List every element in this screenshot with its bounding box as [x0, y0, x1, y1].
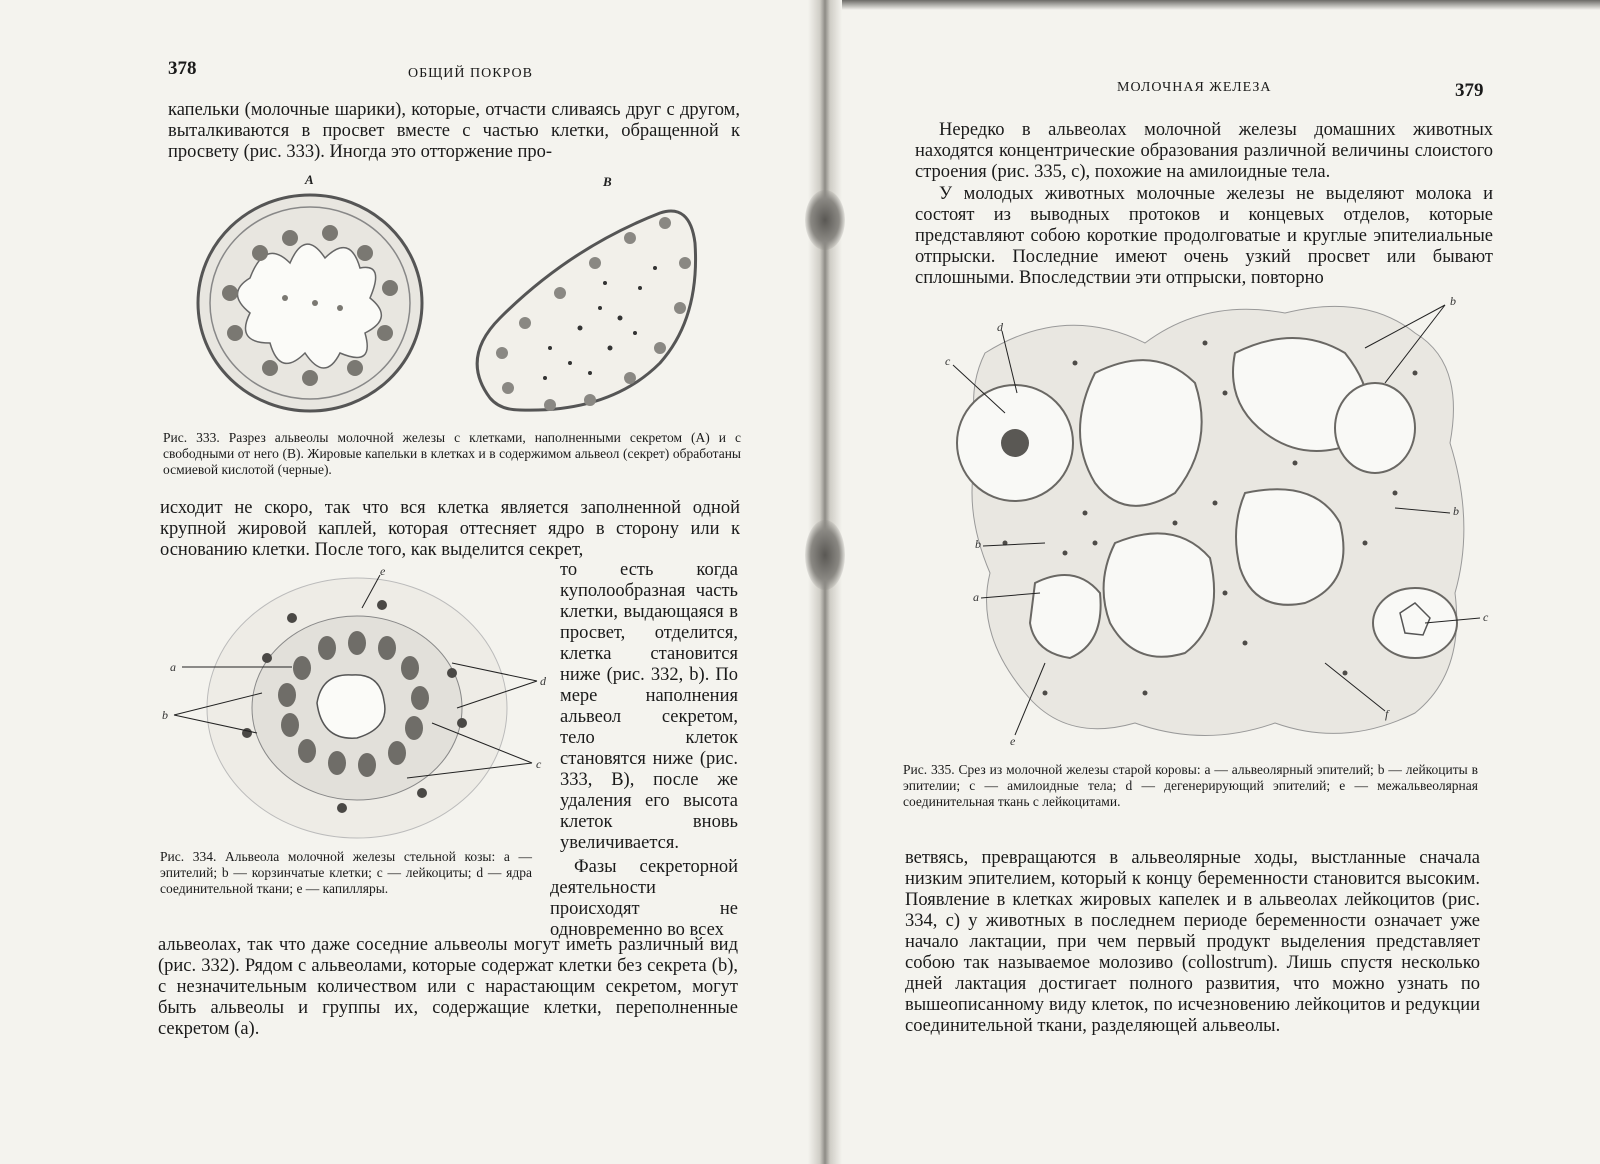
figure-label-a: A — [305, 172, 314, 187]
figure-label-c: c — [945, 354, 951, 368]
paragraph: то есть когда куполообразная часть клетки, выдающаяся в просвет, отделится, клетка становится ниже (рис. 332, b). По мере наполнения альвеол секретом, тело клеток становятся ниже (рис. 333, B), после же удаления его высота клеток вновь увеличивается. — [560, 560, 738, 852]
page-number: 378 — [168, 58, 197, 79]
figure-caption: Рис. 334. Альвеола молочной железы стельной козы: a — эпителий; b — корзинчатые клетки; c — лейкоциты; d — ядра соединительной ткани; e — капилляры. — [160, 849, 532, 896]
figure-label-c: c — [536, 757, 542, 771]
running-head: ОБЩИЙ ПОКРОВ — [408, 66, 533, 81]
figure-label-a: a — [973, 590, 979, 604]
figure-334 — [152, 563, 552, 848]
figure-333 — [190, 168, 750, 423]
figure-label-c: c — [1483, 610, 1489, 624]
figure-label-e: e — [380, 564, 386, 578]
paragraph: капельки (молочные шарики), которые, отчасти сливаясь друг с другом, выталкиваются в просвет вместе с частью клетки, обращенной к просвету (рис. 333). Иногда это отторжение про- — [168, 100, 740, 162]
right-page — [903, 0, 1505, 1164]
figure-label-b: B — [603, 174, 612, 189]
figure-label-a: a — [170, 660, 176, 674]
gutter-stain — [805, 190, 845, 250]
paragraph: Фазы секреторной деятельности происходят не одновременно во всех — [550, 857, 738, 940]
left-page — [150, 0, 750, 1164]
figure-label-b: b — [975, 537, 981, 551]
paragraph: альвеолах, так что даже соседние альвеолы могут иметь различный вид (рис. 332). Рядом с альвеолами, которые содержат клетки без секрета (b), с незначительным количеством или с нарастающим секретом, могут быть альвеолы и группы их, содержащие клетки, переполненные секретом (a). — [158, 935, 738, 1039]
figure-label-b: b — [162, 708, 168, 722]
paragraph: У молодых животных молочные железы не выделяют молока и состоят из выводных протоков и концевых отделов, которые представляют собою короткие продолговатые и круглые эпителиальные отпрыски. Последние имеют очень узкий просвет или бывают сплошными. Впоследствии эти отпрыски, повторно — [915, 184, 1493, 288]
page-number: 379 — [1455, 80, 1484, 101]
figure-label-b: b — [1450, 294, 1456, 308]
figure-caption: Рис. 335. Срез из молочной железы старой коровы: a — альвеолярный эпителий; b — лейкоциты в эпителии; c — амилоидные тела; d — дегенерирующий эпителий; e — межальвеолярная соединительная ткань с лейкоцитами. — [903, 762, 1478, 809]
figure-caption: Рис. 333. Разрез альвеолы молочной железы с клетками, наполненными секретом (A) и с свободными от него (B). Жировые капельки в клетках и в содержимом альвеол (секрет) обработаны осмиевой кислотой (черные). — [163, 430, 741, 477]
alveolus-b-drawing — [477, 211, 695, 411]
paragraph: ветвясь, превращаются в альвеолярные ходы, выстланные сначала низким эпителием, который к концу беременности становится высоким. Появление в клетках жировых капелек и в альвеолах лейкоцитов (рис. 334, c) у животных в последнем периоде беременности означает уже начало лактации, при чем первый продукт выделения представляет собою так называемое молозиво (collostrum). Лишь спустя несколько дней лактация достигает полного развития, что можно узнать по вышеописанному виду клеток, по исчезновению лейкоцитов и редукции соединительной ткани, разделяющей альвеолы. — [905, 848, 1480, 1036]
running-head: МОЛОЧНАЯ ЖЕЛЕЗА — [1117, 80, 1272, 95]
figure-label-f: f — [1385, 707, 1389, 721]
figure-label-b: b — [1453, 504, 1459, 518]
paragraph: Нередко в альвеолах молочной железы домашних животных находятся концентрические образования различной величины слоистого строения (рис. 335, c), похожие на амилоидные тела. — [915, 120, 1493, 182]
figure-335 — [945, 293, 1500, 753]
figure-label-e: e — [1010, 734, 1016, 748]
gutter-stain — [805, 520, 845, 590]
alveolus-a-drawing — [198, 195, 422, 411]
figure-label-d: d — [540, 674, 546, 688]
figure-label-d: d — [997, 320, 1003, 334]
paragraph: исходит не скоро, так что вся клетка является заполненной одной крупной жировой каплей, которая оттесняет ядро в сторону или к основанию клетки. После того, как выделится секрет, — [160, 498, 740, 560]
